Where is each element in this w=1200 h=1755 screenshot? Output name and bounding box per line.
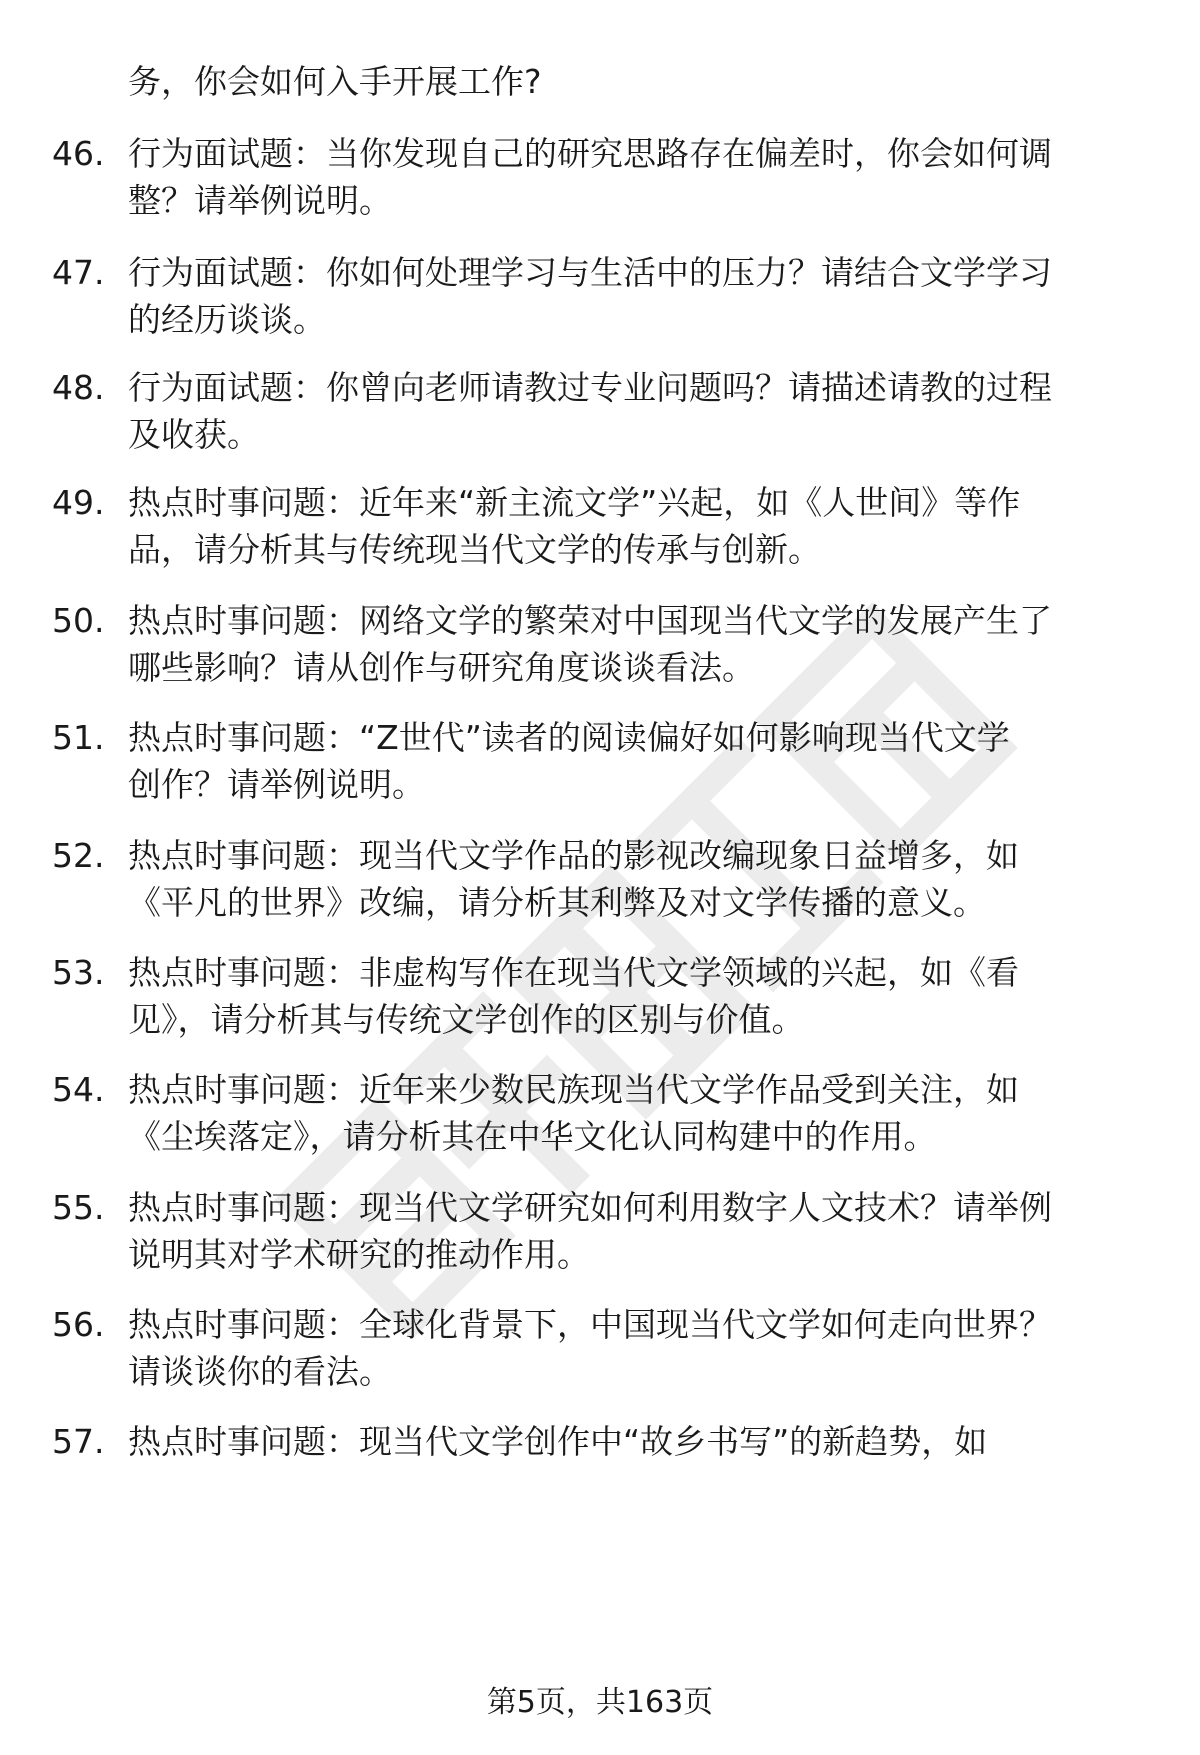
item-number: 50. [52, 601, 105, 640]
continuation-text: 务，你会如何入手开展工作? [128, 62, 542, 101]
item-number: 55. [52, 1188, 105, 1227]
item-number: 52. [52, 836, 105, 875]
item-text: 热点时事问题：现当代文学作品的影视改编现象日益增多，如 《平凡的世界》改编，请分析其利弊及对文学传播的意义。 [128, 836, 1019, 922]
item-number: 48. [52, 368, 105, 407]
item-text: 热点时事问题：非虚构写作在现当代文学领域的兴起，如《看 见》，请分析其与传统文学创作的区别与价值。 [128, 953, 1019, 1039]
item-text: 热点时事问题：近年来“新主流文学”兴起，如《人世间》等作 品，请分析其与传统现当代文学的传承与创新。 [128, 483, 1021, 569]
item-text: 热点时事问题：全球化背景下，中国现当代文学如何走向世界？ 请谈谈你的看法。 [128, 1305, 1052, 1391]
item-text: 热点时事问题：网络文学的繁荣对中国现当代文学的发展产生了 哪些影响？请从创作与研究角度谈谈看法。 [128, 601, 1052, 687]
item-number: 51. [52, 718, 105, 757]
item-number: 57. [52, 1422, 105, 1461]
item-number: 49. [52, 483, 105, 522]
item-number: 56. [52, 1305, 105, 1344]
item-text: 行为面试题：当你发现自己的研究思路存在偏差时，你会如何调 整？请举例说明。 [128, 134, 1052, 220]
item-text: 热点时事问题：“Z世代”读者的阅读偏好如何影响现当代文学 创作？请举例说明。 [128, 718, 1010, 804]
item-number: 46. [52, 134, 105, 173]
item-text: 行为面试题：你如何处理学习与生活中的压力？请结合文学学习 的经历谈谈。 [128, 253, 1052, 339]
page-number-footer: 第5页，共163页 [486, 1685, 714, 1720]
item-text: 热点时事问题：现当代文学创作中“故乡书写”的新趋势，如 [128, 1422, 988, 1461]
item-text: 热点时事问题：近年来少数民族现当代文学作品受到关注，如 《尘埃落定》，请分析其在中华文化认同构建中的作用。 [128, 1070, 1019, 1156]
item-number: 53. [52, 953, 105, 992]
item-number: 54. [52, 1070, 105, 1109]
item-number: 47. [52, 253, 105, 292]
item-text: 热点时事问题：现当代文学研究如何利用数字人文技术？请举例 说明其对学术研究的推动作用。 [128, 1188, 1052, 1274]
item-text: 行为面试题：你曾向老师请教过专业问题吗？请描述请教的过程 及收获。 [128, 368, 1052, 454]
